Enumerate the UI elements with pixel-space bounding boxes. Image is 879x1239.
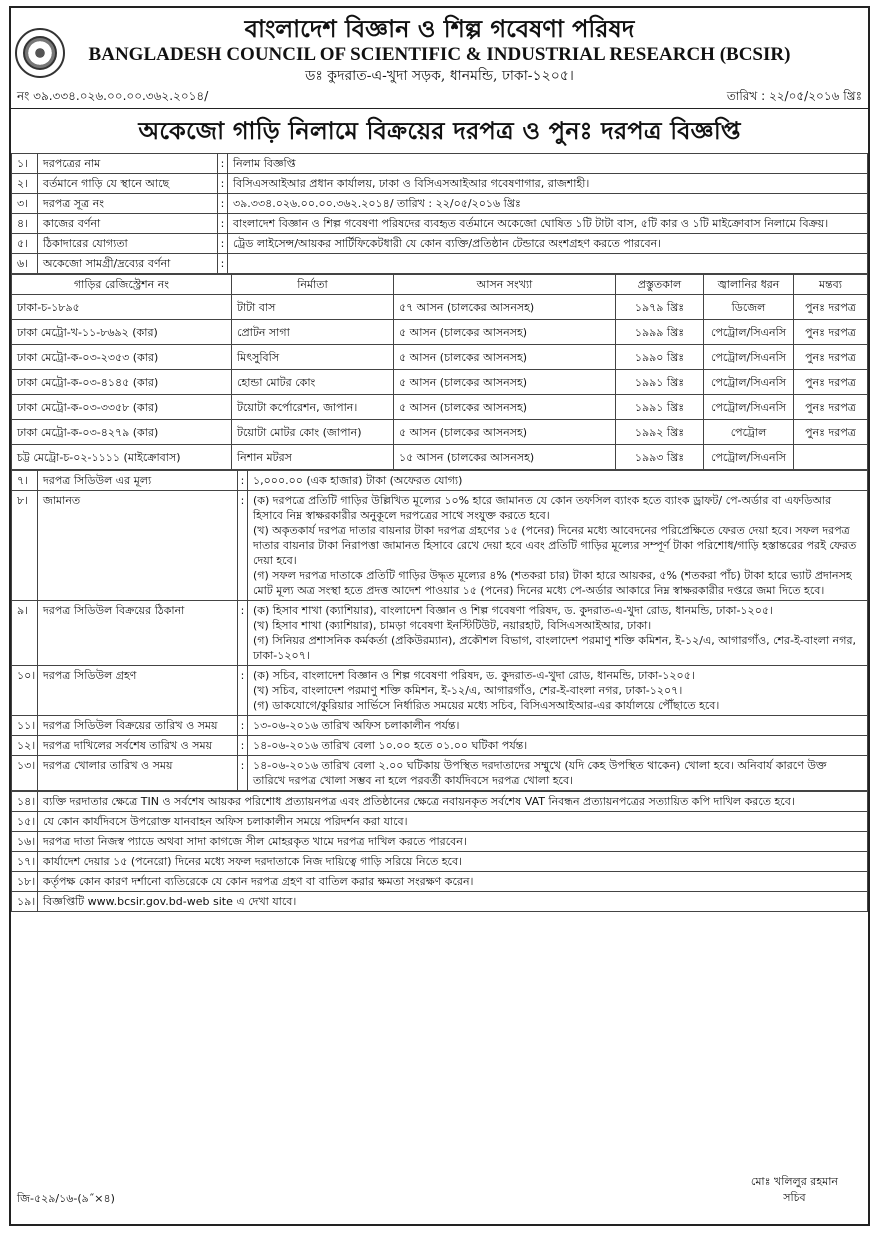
item-value-line: (ক) সচিব, বাংলাদেশ বিজ্ঞান ও শিল্প গবেষণা পরিষদ, ড. কুদরাত-এ-খুদা রোড, ধানমন্ডি, ঢাকা-১২০৫। [253, 669, 695, 682]
item-row [12, 491, 868, 601]
item-text: যে কোন কার্যদিবসে উপরোক্ত যানবাহন অফিস চলাকালীন সময়ে পরিদর্শন করা যাবে। [38, 812, 868, 832]
vehicle-cell: পেট্রোল/সিএনসি [704, 345, 794, 370]
vehicle-row [12, 295, 868, 320]
vehicle-cell: ঢাকা মেট্রো-ক-০৩-৪২৭৯ (কার) [12, 420, 232, 445]
vehicle-cell: হোন্ডা মোটর কোং [232, 370, 394, 395]
vehicle-cell: চট্ট মেট্রো-চ-০২-১১১১ (মাইক্রোবাস) [12, 445, 232, 470]
footer [11, 1168, 868, 1224]
item-value [248, 756, 868, 791]
vehicle-cell: নিশান মটরস [232, 445, 394, 470]
item-number: ১৩। [12, 756, 38, 791]
item-value [228, 254, 868, 274]
colon-separator: : [238, 471, 248, 491]
item-row [12, 234, 868, 254]
item-value-line: ১,০০০.০০ (এক হাজার) টাকা (অফেরত যোগ্য) [253, 474, 463, 487]
item-value: ৩৯.৩৩৪.০২৬.০০.০০.৩৬২.২০১৪/ তারিখ : ২২/০৫/২০১৬ খ্রিঃ [228, 194, 868, 214]
vehicle-table [11, 274, 868, 470]
vehicle-cell: পুনঃ দরপত্র [794, 345, 868, 370]
signer-name: মোঃ খলিলুর রহমান [750, 1175, 838, 1188]
item-value-line: ১৪-০৬-২০১৬ তারিখ বেলা ১০.০০ হতে ০১.০০ ঘটিকা পর্যন্ত। [253, 739, 528, 752]
item-value [248, 491, 868, 601]
vehicle-cell: ঢাকা মেট্রো-ক-০৩-৩৩৫৮ (কার) [12, 395, 232, 420]
item-row [12, 736, 868, 756]
colon-separator: : [218, 194, 228, 214]
item-label: দরপত্রের নাম [38, 154, 218, 174]
item-row [12, 892, 868, 912]
middle-items-table [11, 470, 868, 791]
item-text: কার্যাদেশ দেয়ার ১৫ (পনেরো) দিনের মধ্যে সফল দরদাতাকে নিজ দায়িত্বে গাড়ি সরিয়ে নিতে হবে। [38, 852, 868, 872]
item-value: ট্রেড লাইসেন্স/আয়কর সার্টিফিকেটধারী যে কোন ব্যক্তি/প্রতিষ্ঠান টেন্ডারে অংশগ্রহণ করতে পারবেন। [228, 234, 868, 254]
vehicle-cell: ১৯৭৯ খ্রিঃ [616, 295, 704, 320]
item-row [12, 194, 868, 214]
item-text: ব্যক্তি দরদাতার ক্ষেত্রে TIN ও সর্বশেষ আয়কর পরিশোধ প্রত্যায়নপত্র এবং প্রতিষ্ঠানের ক্ষেত্রে নবায়নকৃত সর্বশেষ VAT নিবন্ধন প্রত্যায়নপত্রের সত্যায়িত কপি দাখিল করতে হবে। [38, 792, 868, 812]
vehicle-cell: টয়োটা মোটর কোং (জাপান) [232, 420, 394, 445]
vehicle-cell: পেট্রোল/সিএনসি [704, 395, 794, 420]
item-number: ১৭। [12, 852, 38, 872]
item-value [248, 716, 868, 736]
top-items-table [11, 153, 868, 274]
item-number: ২। [12, 174, 38, 194]
vehicle-column-header: জ্বালানির ধরন [704, 275, 794, 295]
item-number: ৭। [12, 471, 38, 491]
item-value-line: (ক) হিসাব শাখা (ক্যাশিয়ার), বাংলাদেশ বিজ্ঞান ও শিল্প গবেষণা পরিষদ, ড. কুদরাত-এ-খুদা রোড, ধানমন্ডি, ঢাকা-১২০৫। [253, 604, 773, 617]
item-row [12, 792, 868, 812]
item-value-line: (ক) দরপত্রে প্রতিটি গাড়ির উল্লিখিত মূল্যের ১০% হারে জামানত যে কোন তফসিল ব্যাংক হতে ব্যাংক ড্রাফট/ পে-অর্ডার বা এফডিআর হিসাবে নিম্ন স্বাক্ষরকারীর অনুকূলে দরপত্রের সাথে সংযুক্ত করতে হবে। [253, 494, 832, 522]
item-number: ৫। [12, 234, 38, 254]
vehicle-column-header: মন্তব্য [794, 275, 868, 295]
notice-date: তারিখ : ২২/০৫/২০১৬ খ্রিঃ [726, 89, 862, 103]
item-label: বর্তমানে গাড়ি যে স্থানে আছে [38, 174, 218, 194]
item-value: বাংলাদেশ বিজ্ঞান ও শিল্প গবেষণা পরিষদের ব্যবহৃত বর্তমানে অকেজো ঘোষিত ১টি টাটা বাস, ৫টি কার ও ১টি মাইক্রোবাস নিলামে বিক্রয়। [228, 214, 868, 234]
item-label: দরপত্র সূত্র নং [38, 194, 218, 214]
item-label: দরপত্র সিডিউল বিক্রয়ের তারিখ ও সময় [38, 716, 238, 736]
vehicle-cell: ডিজেল [704, 295, 794, 320]
org-name-bangla: বাংলাদেশ বিজ্ঞান ও শিল্প গবেষণা পরিষদ [244, 14, 635, 43]
item-number: ৩। [12, 194, 38, 214]
item-row [12, 601, 868, 666]
item-number: ১০। [12, 666, 38, 716]
item-value: বিসিএসআইআর প্রধান কার্যালয়, ঢাকা ও বিসিএসআইআর গবেষণাগার, রাজশাহী। [228, 174, 868, 194]
item-value [248, 736, 868, 756]
item-number: ১১। [12, 716, 38, 736]
vehicle-cell: ঢাকা-চ-১৮৯৫ [12, 295, 232, 320]
item-value [248, 666, 868, 716]
item-text: দরপত্র দাতা নিজস্ব প্যাডে অথবা সাদা কাগজে সীল মোহরকৃত খামে দরপত্র দাখিল করতে পারবেন। [38, 832, 868, 852]
item-value [248, 601, 868, 666]
vehicle-cell: পেট্রোল/সিএনসি [704, 320, 794, 345]
item-number: ১। [12, 154, 38, 174]
item-row [12, 832, 868, 852]
item-row [12, 666, 868, 716]
vehicle-cell: পেট্রোল/সিএনসি [704, 445, 794, 470]
item-number: ১৮। [12, 872, 38, 892]
header [11, 8, 868, 88]
vehicle-cell: পুনঃ দরপত্র [794, 395, 868, 420]
item-row [12, 174, 868, 194]
vehicle-row [12, 370, 868, 395]
vehicle-cell: ১৯৯৩ খ্রিঃ [616, 445, 704, 470]
reference-number: নং ৩৯.৩৩৪.০২৬.০০.০০.৩৬২.২০১৪/ [17, 89, 209, 103]
item-label: অকেজো সামগ্রী/দ্রব্যের বর্ণনা [38, 254, 218, 274]
item-row [12, 254, 868, 274]
vehicle-cell: টাটা বাস [232, 295, 394, 320]
vehicle-cell [794, 445, 868, 470]
item-row [12, 214, 868, 234]
vehicle-cell: ৫ আসন (চালকের আসনসহ) [394, 395, 616, 420]
reference-line [11, 88, 868, 108]
vehicle-column-header: আসন সংখ্যা [394, 275, 616, 295]
vehicle-row [12, 395, 868, 420]
item-value-line: (খ) অকৃতকার্য দরপত্র দাতার বায়নার টাকা দরপত্র গ্রহণের ১৫ (পনের) দিনের মধ্যে আবেদনের পরিপ্রেক্ষিতে ফেরত দেয়া হবে। সফল দরপত্র দাতার বায়নার টাকা নিরাপত্তা জামানত হিসাবে রেখে দেয়া হবে এবং প্রতিটি গাড়ির মূল্যের সম্পূর্ণ টাকা পরিশোধ/গাড়ি হস্তান্তরের পরই ফেরত দেয়া হবে। [253, 524, 857, 567]
vehicle-cell: টয়োটা কর্পোরেশন, জাপান। [232, 395, 394, 420]
item-text: কর্তৃপক্ষ কোন কারণ দর্শানো ব্যতিরেকে যে কোন দরপত্র গ্রহণ বা বাতিল করার ক্ষমতা সংরক্ষণ করেন। [38, 872, 868, 892]
bcsir-logo [15, 28, 65, 78]
colon-separator: : [238, 736, 248, 756]
vehicle-row [12, 320, 868, 345]
item-row [12, 872, 868, 892]
vehicle-cell: ১৯৯১ খ্রিঃ [616, 370, 704, 395]
item-value-line: (গ) সিনিয়র প্রশাসনিক কর্মকর্তা (প্রকিউরম্যান), প্রকৌশল বিভাগ, বাংলাদেশ পরমাণু শক্তি কমিশন, ই-১২/এ, আগারগাঁও, শের-ই-বাংলা নগর, ঢাকা-১২০৭। [253, 634, 857, 662]
notice-title: অকেজো গাড়ি নিলামে বিক্রয়ের দরপত্র ও পুনঃ দরপত্র বিজ্ঞপ্তি [11, 108, 868, 153]
vehicle-column-header: প্রস্তুতকাল [616, 275, 704, 295]
bottom-items-table [11, 791, 868, 912]
item-row [12, 812, 868, 832]
vehicle-cell: পুনঃ দরপত্র [794, 320, 868, 345]
item-label: দরপত্র দাখিলের সর্বশেষ তারিখ ও সময় [38, 736, 238, 756]
item-row [12, 716, 868, 736]
item-row [12, 756, 868, 791]
vehicle-cell: ১৯৯২ খ্রিঃ [616, 420, 704, 445]
publication-code: জি-৫২৯/১৬-(৯˝×৪) [17, 1192, 115, 1205]
item-value [248, 471, 868, 491]
vehicle-row [12, 420, 868, 445]
item-number: ৮। [12, 491, 38, 601]
vehicle-cell: মিৎসুবিসি [232, 345, 394, 370]
vehicle-row [12, 445, 868, 470]
colon-separator: : [218, 234, 228, 254]
item-label: দরপত্র সিডিউল গ্রহণ [38, 666, 238, 716]
vehicle-cell: ৫ আসন (চালকের আসনসহ) [394, 370, 616, 395]
vehicle-column-header: নির্মাতা [232, 275, 394, 295]
item-number: ১২। [12, 736, 38, 756]
item-value-line: (গ) ডাকযোগে/কুরিয়ার সার্ভিসে নির্ধারিত সময়ের মধ্যে সচিব, বিসিএসআইআর-এর কার্যালয়ে পৌঁছাতে হবে। [253, 699, 720, 712]
signer-title: সচিব [783, 1191, 806, 1204]
item-number: ৯। [12, 601, 38, 666]
signature-block [751, 1174, 838, 1206]
colon-separator: : [238, 756, 248, 791]
item-value-line: ১৪-০৬-২০১৬ তারিখ বেলা ২.০০ ঘটিকায় উপস্থিত দরদাতাদের সম্মুখে (যদি কেহ উপস্থিত থাকেন) খোলা হবে। অনিবার্য কারণে উক্ত তারিখে দরপত্র খোলা সম্ভব না হলে পরবর্তী কার্যদিবসে দরপত্র খোলা হবে। [253, 759, 827, 787]
vehicle-cell: পুনঃ দরপত্র [794, 370, 868, 395]
colon-separator: : [238, 716, 248, 736]
item-row [12, 154, 868, 174]
colon-separator: : [238, 491, 248, 601]
item-value-line: (গ) সফল দরপত্র দাতাকে প্রতিটি গাড়ির উদ্ধৃত মূল্যের ৪% (শতকরা চার) টাকা হারে আয়কর, ৫% (শতকরা পাঁচ) টাকা হারে ভ্যাট প্রদানসহ মোট মূল্য অত্র সংস্থা হতে প্রদত্ত আদেশ পাওয়ার ১৫ (পনের) দিনের মধ্যে পে-অর্ডার আকারে নিম্ন স্বাক্ষরকারীর দপ্তরে জমা দিতে হবে। [253, 569, 852, 597]
vehicle-cell: ঢাকা মেট্রো-ক-০৩-৪১৪৫ (কার) [12, 370, 232, 395]
vehicle-cell: ১৫ আসন (চালকের আসনসহ) [394, 445, 616, 470]
colon-separator: : [238, 601, 248, 666]
vehicle-cell: ১৯৯১ খ্রিঃ [616, 395, 704, 420]
item-value-line: ১৩-০৬-২০১৬ তারিখ অফিস চলাকালীন পর্যন্ত। [253, 719, 460, 732]
colon-separator: : [218, 214, 228, 234]
item-number: ১৫। [12, 812, 38, 832]
item-value: নিলাম বিজ্ঞপ্তি [228, 154, 868, 174]
colon-separator: : [238, 666, 248, 716]
item-number: ১৯। [12, 892, 38, 912]
item-value-line: (খ) হিসাব শাখা (ক্যাশিয়ার), চামড়া গবেষণা ইনস্টিটিউট, নয়ারহাট, বিসিএসআইআর, ঢাকা। [253, 619, 652, 632]
notice-page [9, 6, 870, 1226]
vehicle-cell: ১৯৯৯ খ্রিঃ [616, 320, 704, 345]
colon-separator: : [218, 154, 228, 174]
org-name-english: BANGLADESH COUNCIL OF SCIENTIFIC & INDUSTRIAL RESEARCH (BCSIR) [88, 44, 791, 65]
item-value-line: (খ) সচিব, বাংলাদেশ পরমাণু শক্তি কমিশন, ই-১২/এ, আগারগাঁও, শের-ই-বাংলা নগর, ঢাকা-১২০৭। [253, 684, 683, 697]
item-number: ৪। [12, 214, 38, 234]
vehicle-cell: প্রোটন সাগা [232, 320, 394, 345]
vehicle-cell: ৫ আসন (চালকের আসনসহ) [394, 345, 616, 370]
item-row [12, 852, 868, 872]
item-number: ৬। [12, 254, 38, 274]
item-number: ১৪। [12, 792, 38, 812]
colon-separator: : [218, 254, 228, 274]
item-label: ঠিকাদারের যোগ্যতা [38, 234, 218, 254]
vehicle-cell: পুনঃ দরপত্র [794, 295, 868, 320]
item-text: বিজ্ঞপ্তিটি www.bcsir.gov.bd-web site এ দেখা যাবে। [38, 892, 868, 912]
vehicle-cell: ঢাকা মেট্রো-ক-০৩-২৩৫৩ (কার) [12, 345, 232, 370]
vehicle-cell: ১৯৯০ খ্রিঃ [616, 345, 704, 370]
item-label: জামানত [38, 491, 238, 601]
vehicle-cell: পুনঃ দরপত্র [794, 420, 868, 445]
vehicle-column-header: গাড়ির রেজিস্ট্রেশন নং [12, 275, 232, 295]
item-label: দরপত্র সিডিউল বিক্রয়ের ঠিকানা [38, 601, 238, 666]
item-row [12, 471, 868, 491]
vehicle-cell: ৫ আসন (চালকের আসনসহ) [394, 320, 616, 345]
item-label: দরপত্র সিডিউল এর মূল্য [38, 471, 238, 491]
vehicle-row [12, 345, 868, 370]
org-address: ডঃ কুদরাত-এ-খুদা সড়ক, ধানমন্ডি, ঢাকা-১২০৫। [305, 68, 574, 84]
item-label: দরপত্র খোলার তারিখ ও সময় [38, 756, 238, 791]
vehicle-cell: পেট্রোল/সিএনসি [704, 370, 794, 395]
colon-separator: : [218, 174, 228, 194]
item-label: কাজের বর্ণনা [38, 214, 218, 234]
vehicle-cell: ৫ আসন (চালকের আসনসহ) [394, 420, 616, 445]
vehicle-cell: ঢাকা মেট্রো-খ-১১-৮৬৯২ (কার) [12, 320, 232, 345]
vehicle-cell: পেট্রোল [704, 420, 794, 445]
vehicle-cell: ৫৭ আসন (চালকের আসনসহ) [394, 295, 616, 320]
item-number: ১৬। [12, 832, 38, 852]
